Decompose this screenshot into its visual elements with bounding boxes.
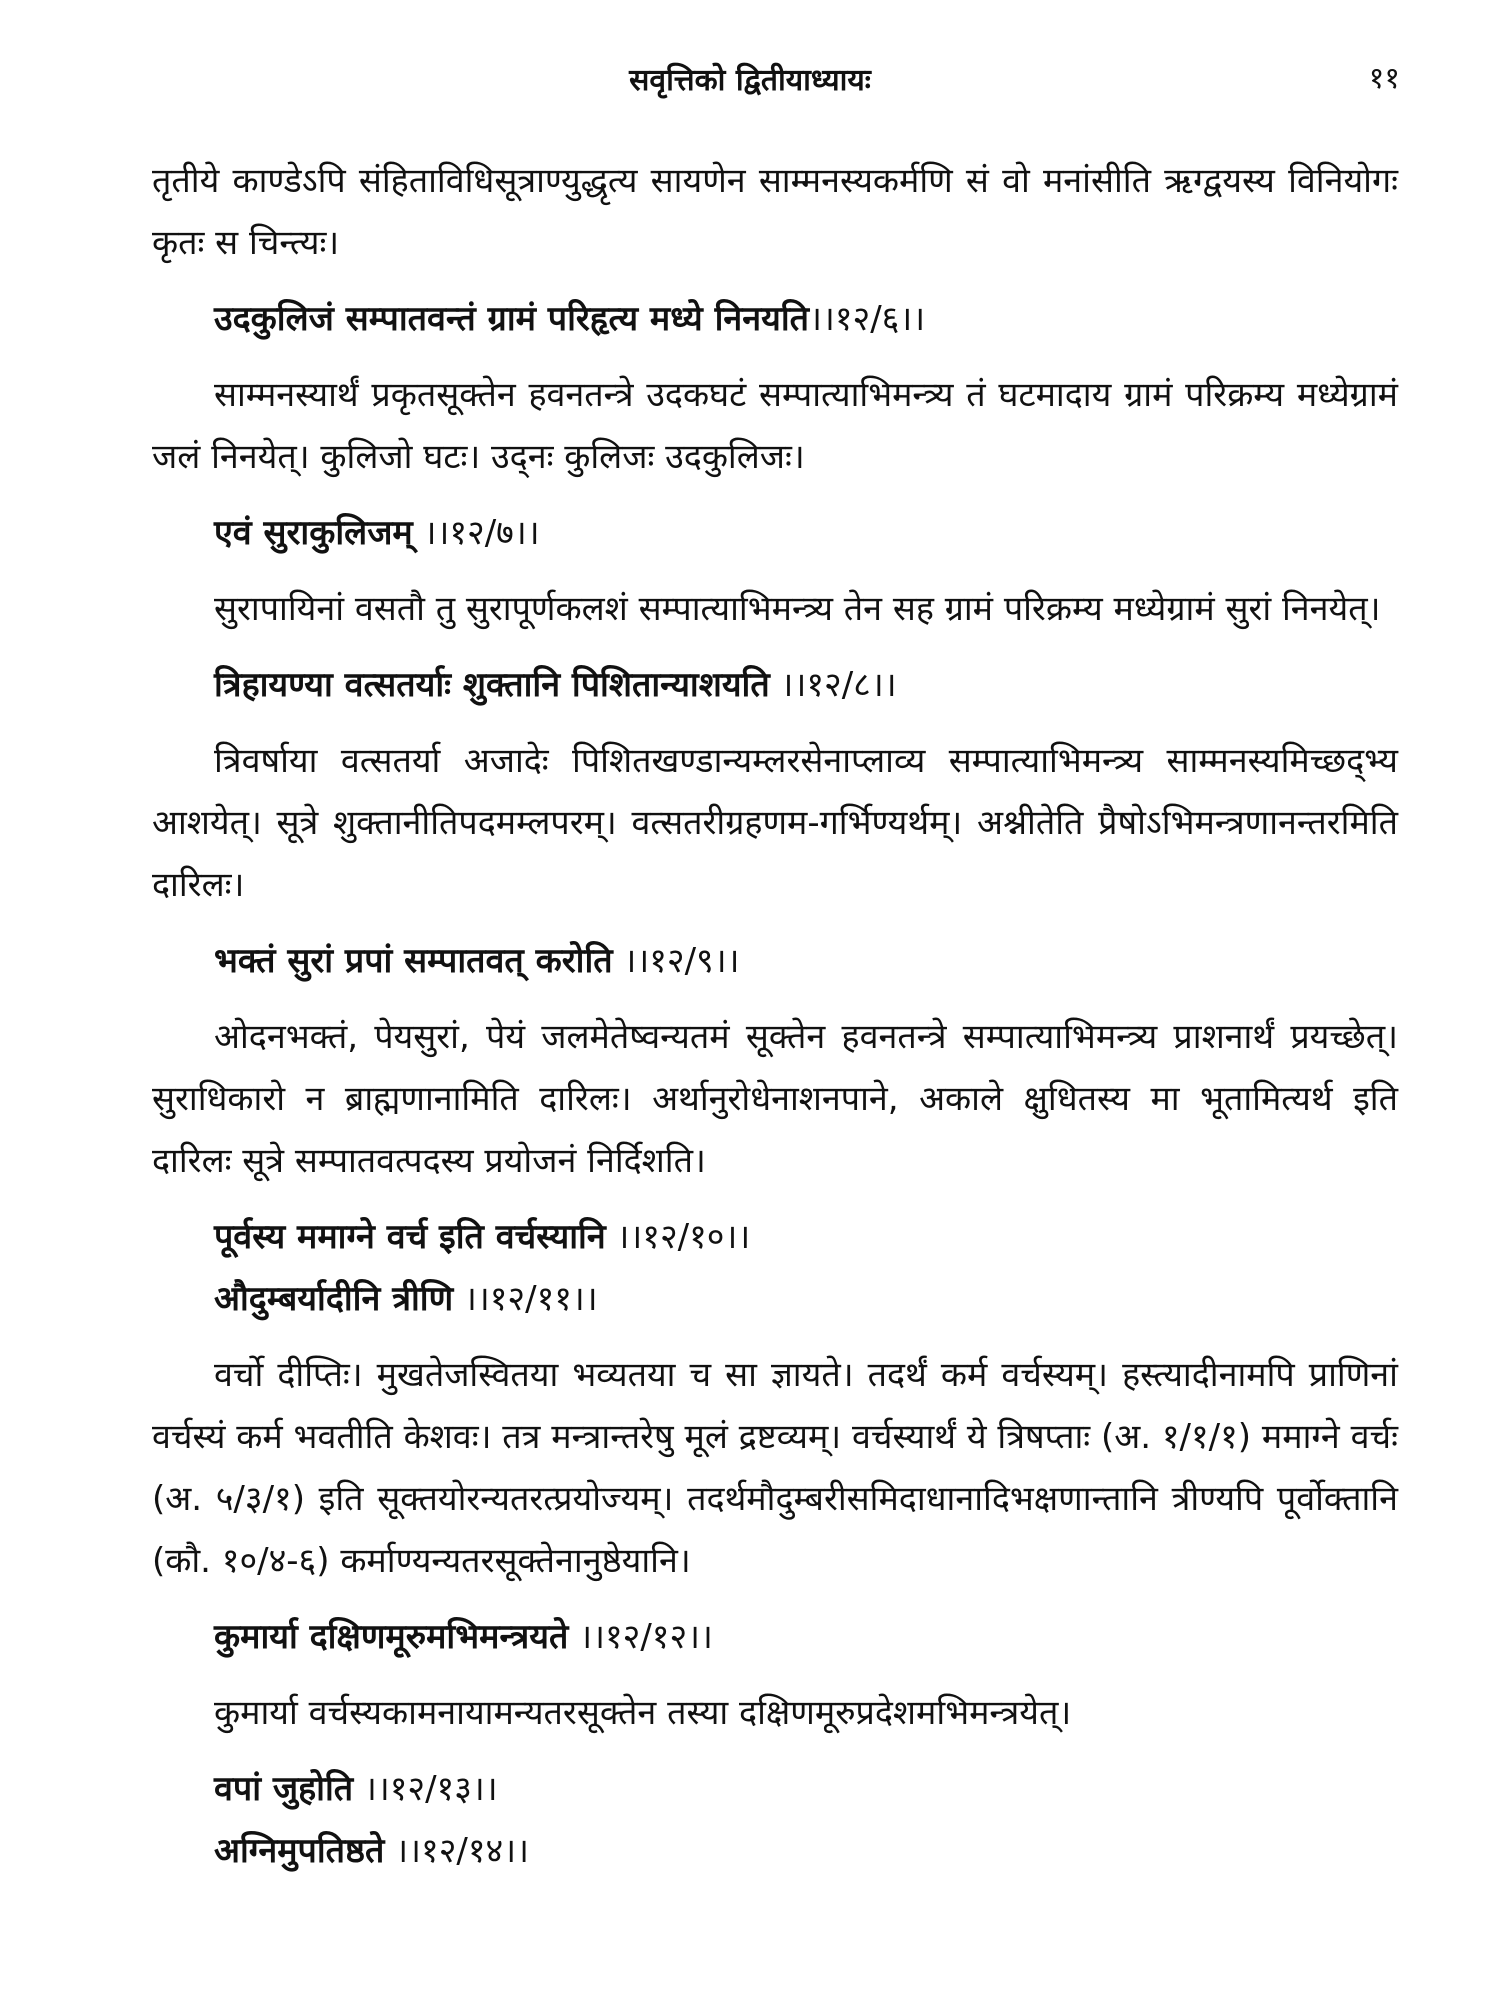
sutra-text: कुमार्या दक्षिणमूरुमभिमन्त्रयते: [214, 1617, 569, 1657]
sutra-number: ।।१२/१०।।: [605, 1217, 751, 1257]
sutra-line: [214, 1758, 1398, 1820]
commentary-text: साम्मनस्यार्थं प्रकृतसूक्तेन हवनतन्त्रे उदकघटं सम्पात्याभिमन्त्र्य तं घटमादाय ग्रामं परिक्रम्य मध्येग्रामं जलं निनयेत्। कुलिजो घटः। उद्नः कुलिजः उदकुलिजः।: [152, 375, 1398, 477]
sutra-number: ।।१२/७।।: [412, 513, 540, 553]
sutra-line: [214, 1820, 1398, 1882]
sutra-text: एवं सुराकुलिजम्: [214, 513, 413, 553]
sutra-text: अग्निमुपतिष्ठते: [214, 1831, 385, 1871]
sutra-number: ।।१२/१३।।: [353, 1769, 498, 1809]
sutra-number: ।।१२/११।।: [453, 1279, 598, 1319]
commentary-paragraph: [152, 730, 1398, 916]
commentary-text: ओदनभक्तं, पेयसुरां, पेयं जलमेतेष्वन्यतमं सूक्तेन हवनतन्त्रे सम्पात्याभिमन्त्र्य प्राशनार्थं प्रयच्छेत्। सुराधिकारो न ब्राह्मणानामिति दारिलः। अर्थानुरोधेनाशनपाने, अकाले क्षुधितस्य मा भूतामित्यर्थ इति दारिलः सूत्रे सम्पातवत्पदस्य प्रयोजनं निर्दिशति।: [152, 1017, 1398, 1181]
page-body: [152, 150, 1398, 1882]
sutra-line: [214, 288, 1398, 350]
sutra-text: त्रिहायण्या वत्सतर्याः शुक्तानि पिशितान्याशयति: [214, 665, 770, 705]
sutra-number: ।।१२/१४।।: [384, 1831, 529, 1871]
sutra-text: वपां जुहोति: [214, 1769, 354, 1809]
commentary-paragraph: [152, 364, 1398, 488]
sutra-number: ।।१२/९।।: [612, 941, 740, 981]
commentary-text: सुरापायिनां वसतौ तु सुरापूर्णकलशं सम्पात्याभिमन्त्र्य तेन सह ग्रामं परिक्रम्य मध्येग्रामं सुरां निनयेत्।: [214, 589, 1381, 629]
page-header: [0, 52, 1500, 112]
sutra-line: [214, 1606, 1398, 1668]
commentary-paragraph: [152, 150, 1398, 274]
commentary-text: त्रिवर्षाया वत्सतर्या अजादेः पिशितखण्डान्यम्लरसेनाप्लाव्य सम्पात्याभिमन्त्र्य साम्मनस्यमिच्छद्भ्य आशयेत्। सूत्रे शुक्तानीतिपदमम्लपरम्। वत्सतरीग्रहणम-गर्भिण्यर्थम्। अश्नीतेति प्रैषोऽभिमन्त्रणानन्तरमिति दारिलः।: [152, 741, 1398, 905]
sutra-text: औदुम्बर्यादीनि त्रीणि: [214, 1279, 454, 1319]
sutra-line: [214, 654, 1398, 716]
sutra-line: [214, 1206, 1398, 1268]
sutra-text: पूर्वस्य ममाग्ने वर्च इति वर्चस्यानि: [214, 1217, 606, 1257]
sutra-number: ।।१२/८।।: [769, 665, 897, 705]
commentary-text: कुमार्या वर्चस्यकामनायामन्यतरसूक्तेन तस्या दक्षिणमूरुप्रदेशमभिमन्त्रयेत्।: [214, 1693, 1072, 1733]
sutra-text: भक्तं सुरां प्रपां सम्पातवत् करोति: [214, 941, 613, 981]
sutra-line: [214, 1268, 1398, 1330]
commentary-paragraph: [152, 578, 1398, 640]
sutra-number: ।।१२/६।।: [809, 299, 926, 339]
running-head: सवृत्तिको द्वितीयाध्यायः: [629, 63, 871, 98]
commentary-text: तृतीये काण्डेऽपि संहिताविधिसूत्राण्युद्धृत्य सायणेन साम्मनस्यकर्मणि सं वो मनांसीति ऋग्द्वयस्य विनियोगः कृतः स चिन्त्यः।: [152, 161, 1398, 263]
page-number: ११: [1368, 61, 1400, 96]
sutra-line: [214, 930, 1398, 992]
commentary-text: वर्चो दीप्तिः। मुखतेजस्वितया भव्यतया च सा ज्ञायते। तदर्थं कर्म वर्चस्यम्। हस्त्यादीनामपि प्राणिनां वर्चस्यं कर्म भवतीति केशवः। तत्र मन्त्रान्तरेषु मूलं द्रष्टव्यम्। वर्चस्यार्थं ये त्रिषप्ताः (अ. १/१/१) ममाग्ने वर्चः (अ. ५/३/१) इति सूक्तयोरन्यतरत्प्रयोज्यम्। तदर्थमौदुम्बरीसमिदाधानादिभक्षणान्तानि त्रीण्यपि पूर्वोक्तानि (कौ. १०/४-६) कर्माण्यन्यतरसूक्तेनानुष्ठेयानि।: [152, 1355, 1398, 1581]
sutra-text: उदकुलिजं सम्पातवन्तं ग्रामं परिहृत्य मध्ये निनयति: [214, 299, 810, 339]
commentary-paragraph: [152, 1344, 1398, 1592]
commentary-paragraph: [152, 1006, 1398, 1192]
commentary-paragraph: [152, 1682, 1398, 1744]
sutra-number: ।।१२/१२।।: [568, 1617, 713, 1657]
sutra-line: [214, 502, 1398, 564]
